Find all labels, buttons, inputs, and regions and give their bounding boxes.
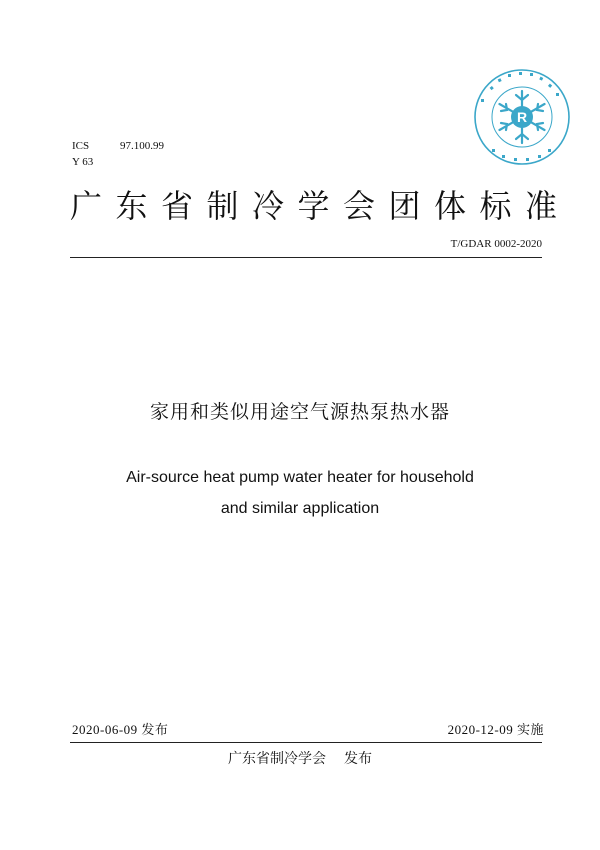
english-title-line-1: Air-source heat pump water heater for household	[126, 469, 474, 486]
ics-row	[72, 138, 164, 154]
publisher-name: 广东省制冷学会	[228, 751, 326, 767]
english-title-line-2: and similar application	[220, 500, 380, 517]
implement-label: 实施	[516, 722, 544, 737]
footer-divider	[70, 742, 542, 743]
publish-label: 发布	[141, 722, 169, 737]
publisher-label: 发布	[344, 751, 372, 767]
header-divider	[70, 257, 542, 258]
ics-code: 97.100.99	[120, 140, 164, 152]
classification-block	[72, 138, 164, 170]
chinese-title: 家用和类似用途空气源热泵热水器	[149, 401, 450, 423]
implement-date: 2020-12-09	[447, 722, 514, 737]
association-seal-icon	[472, 67, 572, 167]
organization-standard-title: 广东省制冷学会团体标准	[70, 187, 571, 225]
ics-label: ICS	[72, 140, 90, 152]
publish-date: 2020-06-09	[72, 722, 138, 737]
english-title	[0, 462, 600, 524]
publisher-line	[0, 748, 600, 768]
implement-date-line	[448, 719, 544, 738]
standard-number: T/GDAR 0002-2020	[450, 238, 542, 250]
ccs-code: Y 63	[72, 156, 94, 168]
publish-date-line	[72, 719, 168, 738]
svg-text:R: R	[516, 109, 528, 125]
